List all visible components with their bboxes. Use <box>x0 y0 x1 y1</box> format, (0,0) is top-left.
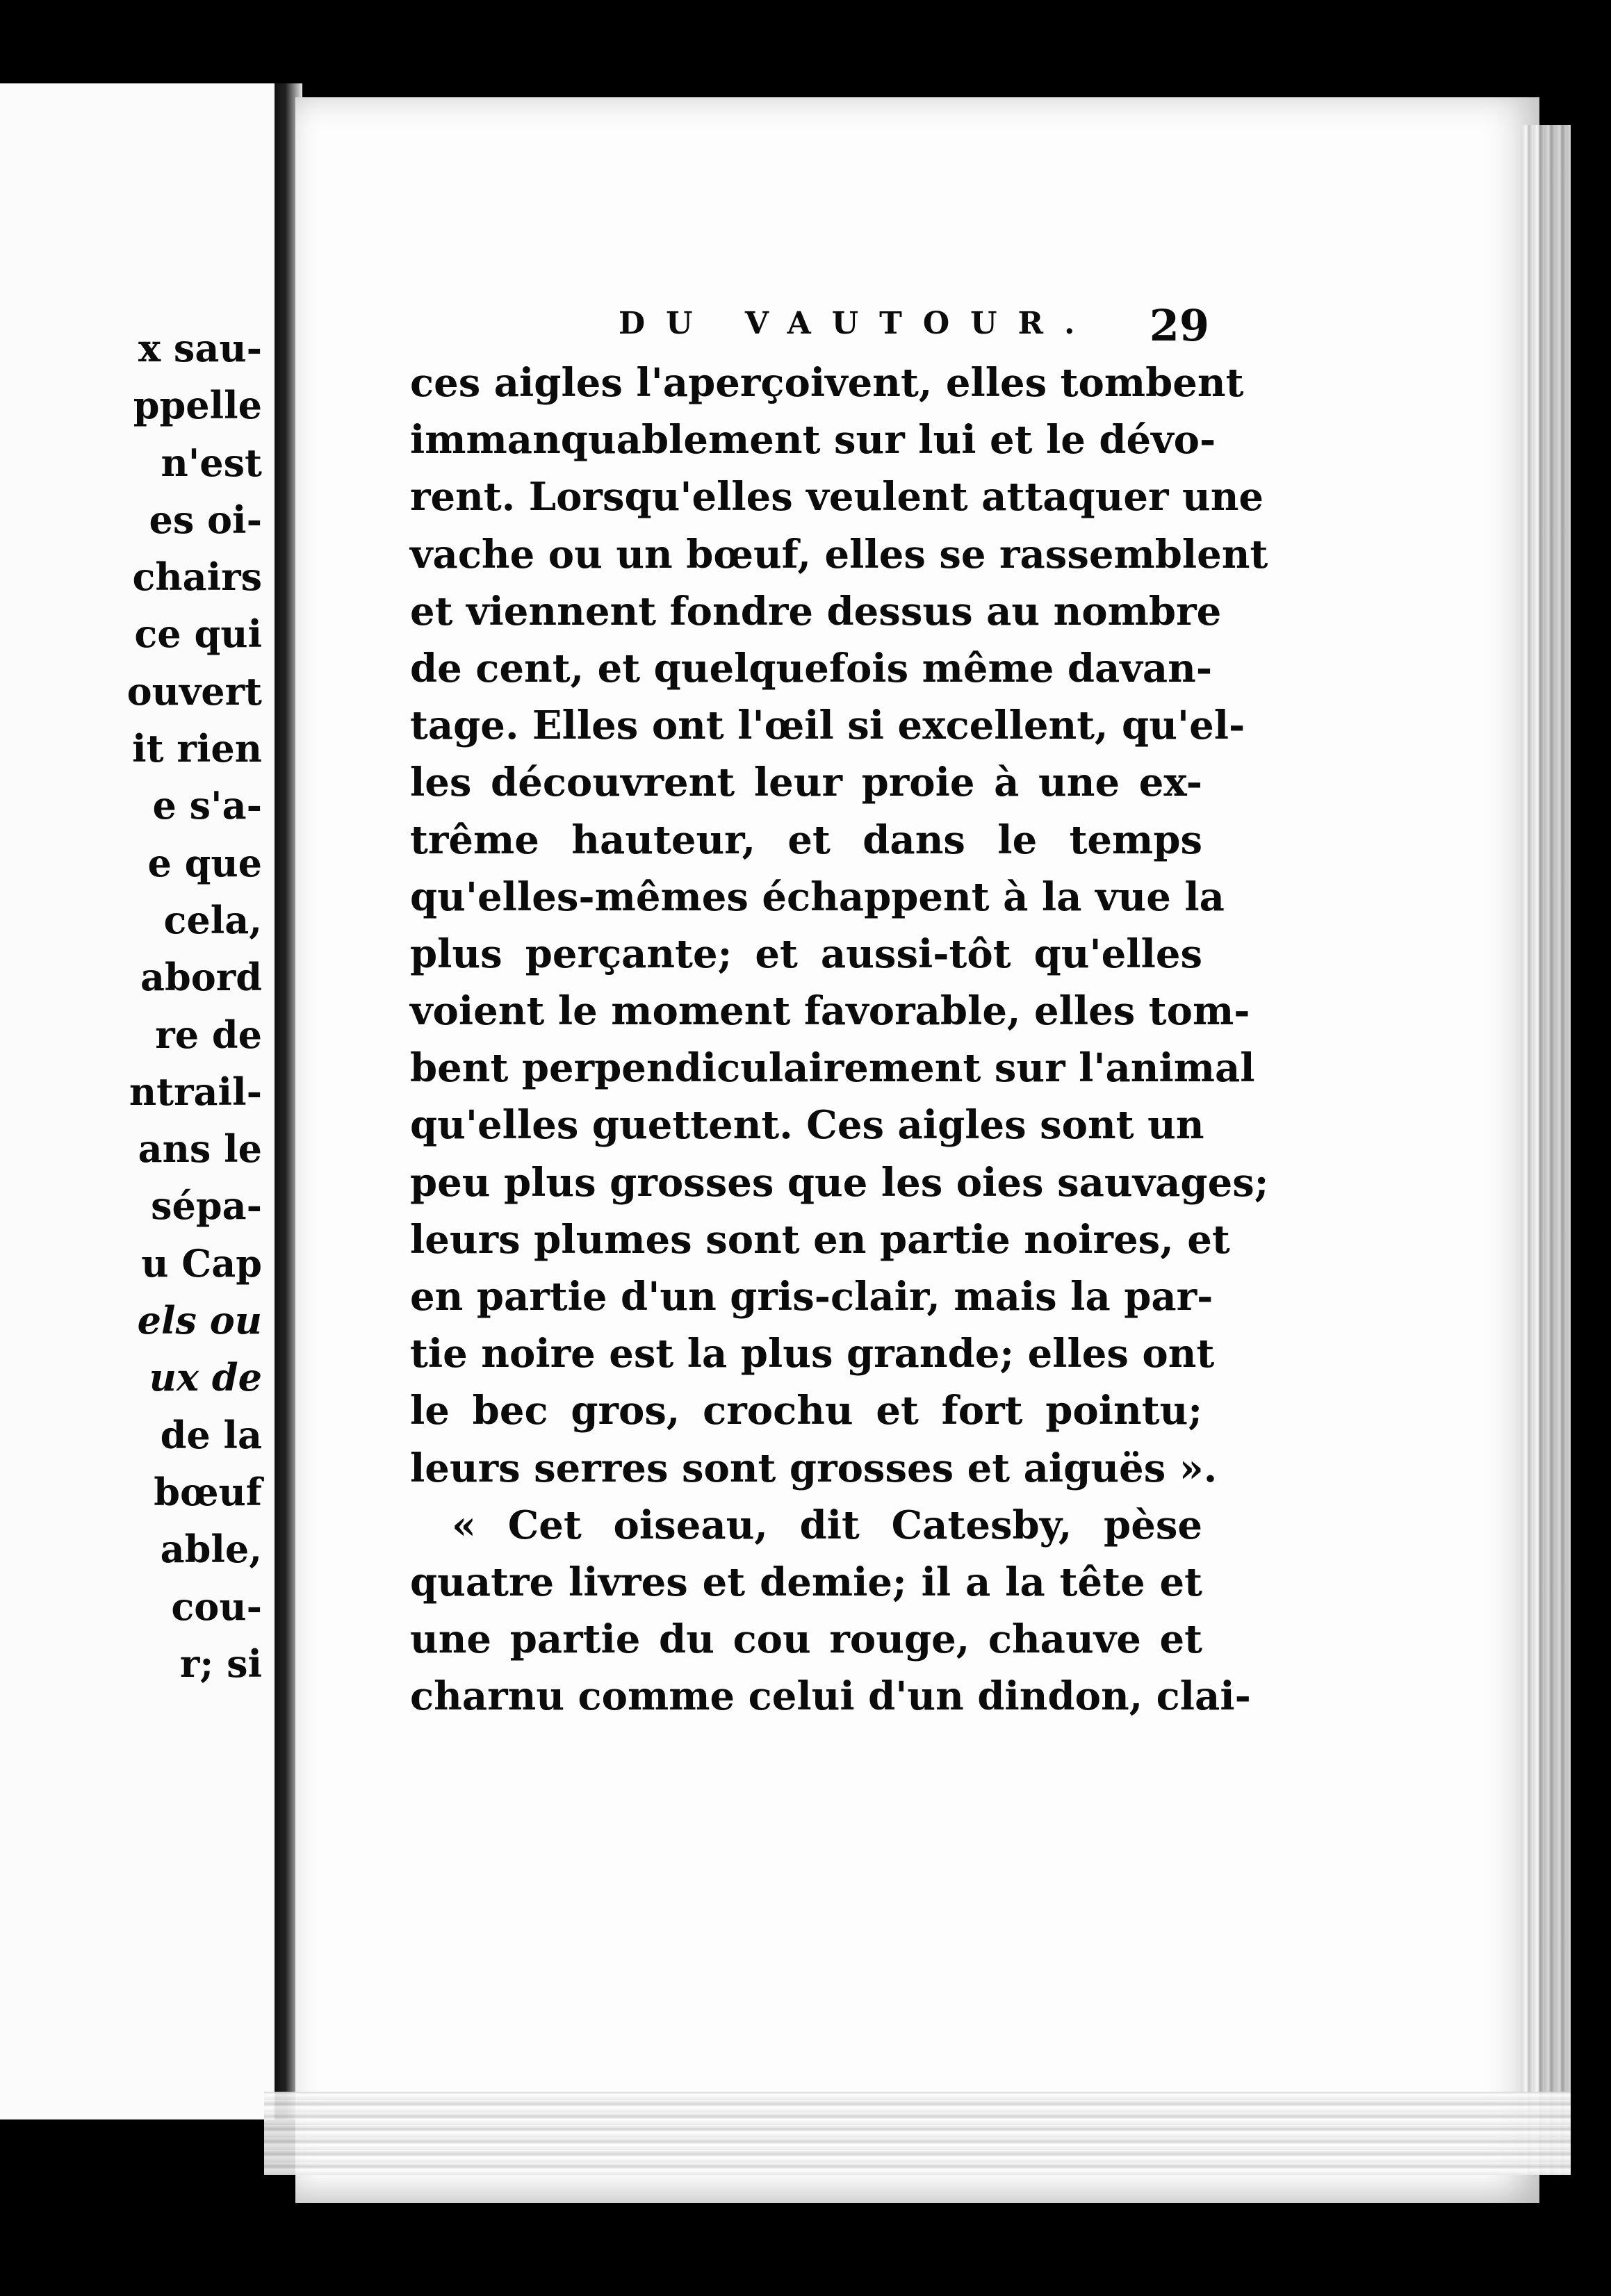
text-line: ces aigles l'aperçoivent, elles tombent <box>410 360 1244 406</box>
text-line: tie noire est la plus grande; elles ont <box>410 1331 1215 1377</box>
page-header <box>410 300 1209 361</box>
text-line: trême hauteur, et dans le temps <box>410 817 1202 863</box>
left-line: ce qui <box>134 612 262 657</box>
page-edge-bottom <box>264 2092 1571 2175</box>
left-page-fragment <box>0 83 279 2119</box>
left-line: de la <box>160 1412 262 1457</box>
running-title: DU VAUTOUR. <box>619 306 1096 341</box>
left-line: chairs <box>132 555 262 600</box>
text-line: une partie du cou rouge, chauve et <box>410 1616 1202 1663</box>
left-line: able, <box>160 1527 262 1572</box>
left-line: x sau- <box>138 326 262 370</box>
left-line: ntrail- <box>129 1069 262 1114</box>
page-body-text <box>410 354 1269 1725</box>
text-line: voient le moment favorable, elles tom- <box>410 988 1250 1035</box>
left-line: ouvert <box>126 669 262 714</box>
text-line: le bec gros, crochu et fort pointu; <box>410 1388 1202 1434</box>
left-line: abord <box>140 955 262 1000</box>
text-line: charnu comme celui d'un dindon, clai- <box>410 1673 1251 1720</box>
left-page-text <box>5 320 262 1692</box>
left-line: es oi- <box>149 497 262 542</box>
text-line: vache ou un bœuf, elles se rassemblent <box>410 531 1268 577</box>
left-line: ux de <box>149 1355 262 1400</box>
left-line: it rien <box>132 726 262 771</box>
text-line: qu'elles guettent. Ces aigles sont un <box>410 1102 1204 1149</box>
text-line: leurs plumes sont en partie noires, et <box>410 1216 1230 1263</box>
left-line: ppelle <box>133 383 262 428</box>
text-line: rent. Lorsqu'elles veulent attaquer une <box>410 474 1264 520</box>
left-line: sépa- <box>151 1183 262 1229</box>
text-line: plus perçante; et aussi-tôt qu'elles <box>410 930 1202 977</box>
text-line: de cent, et quelquefois même davan- <box>410 645 1213 691</box>
left-line: r; si <box>179 1641 262 1686</box>
left-line: bœuf <box>154 1469 262 1514</box>
left-line: e que <box>147 840 262 885</box>
left-line: n'est <box>161 440 262 485</box>
left-line: ans le <box>138 1126 262 1172</box>
left-line: u Cap <box>141 1240 262 1286</box>
text-line: tage. Elles ont l'œil si excellent, qu'el- <box>410 703 1245 749</box>
left-line: cou- <box>171 1584 262 1629</box>
text-line: les découvrent leur proie à une ex- <box>410 760 1202 806</box>
text-line: et viennent fondre dessus au nombre <box>410 588 1222 634</box>
left-line: re de <box>155 1012 262 1057</box>
text-line: quatre livres et demie; il a la tête et <box>410 1559 1202 1605</box>
left-line: e s'a- <box>152 783 262 828</box>
text-line: en partie d'un gris-clair, mais la par- <box>410 1274 1213 1320</box>
left-line: cela, <box>163 897 262 942</box>
page-edge-right <box>1522 125 1571 2175</box>
text-line: peu plus grosses que les oies sauvages; <box>410 1159 1269 1206</box>
page-number: 29 <box>1149 300 1209 351</box>
text-line: immanquablement sur lui et le dévo- <box>410 417 1216 464</box>
text-line: qu'elles-mêmes échappent à la vue la <box>410 874 1225 920</box>
text-line: leurs serres sont grosses et aiguës ». <box>410 1445 1218 1491</box>
left-line: els ou <box>137 1298 262 1343</box>
text-line: « Cet oiseau, dit Catesby, pèse <box>452 1502 1202 1548</box>
text-line: bent perpendiculairement sur l'animal <box>410 1045 1255 1092</box>
